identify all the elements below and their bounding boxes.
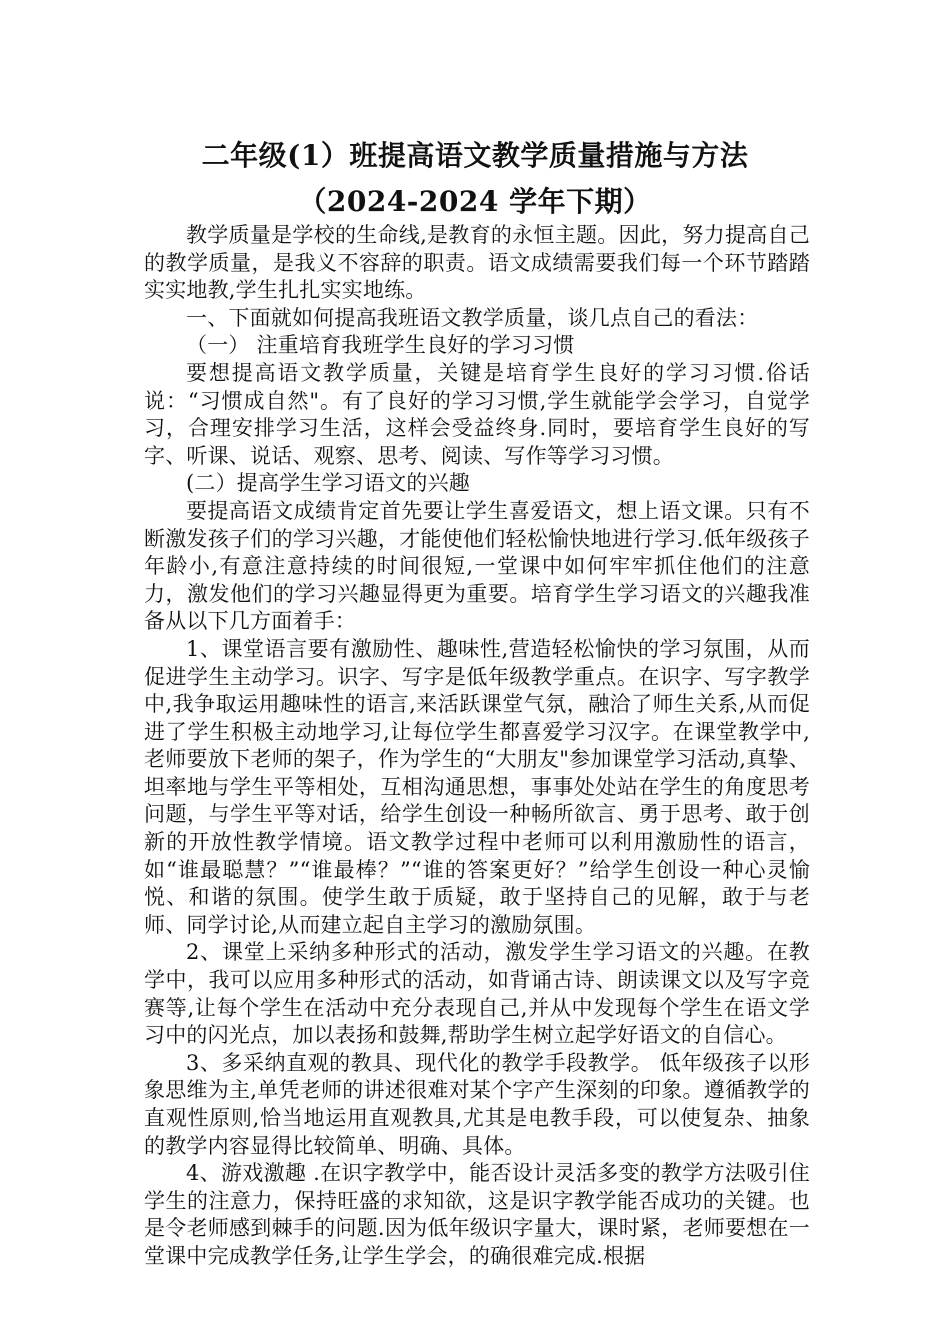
paragraph-intro: 教学质量是学校的生命线,是教育的永恒主题。因此，努力提高自己的教学质量，是我义不容辞的职责。语文成绩需要我们每一个环节踏踏实实地教,学生扎扎实实地练。 [144,223,810,303]
paragraph-interest: 要提高语文成绩肯定首先要让学生喜爱语文，想上语文课。只有不断激发孩子们的学习兴趣，才能使他们轻松愉快地进行学习.低年级孩子年龄小,有意注意持续的时间很短,一堂课中如何牢牢抓住他们的注意力，激发他们的学习兴趣显得更为重要。培育学生学习语文的兴趣我准备从以下几方面着手： [144,498,810,634]
paragraph-item-3: 3、多采纳直观的教具、现代化的教学手段教学。 低年级孩子以形象思维为主,单凭老师的讲述很难对某个字产生深刻的印象。遵循教学的直观性原则,恰当地运用直观教具,尤其是电教手段，可以使复杂、抽象的教学内容显得比较简单、明确、具体。 [144,1050,810,1158]
section-heading-1: 一、下面就如何提高我班语文教学质量，谈几点自己的看法： [186,305,759,330]
subsection-heading-1: （一） 注重培育我班学生良好的学习习惯 [186,333,575,358]
document-title: 二年级(1）班提高语文教学质量措施与方法 [201,139,749,172]
document-subtitle: （2024-2024 学年下期） [298,185,652,218]
paragraph-item-4: 4、游戏激趣 .在识字教学中，能否设计灵活多变的教学方法吸引住学生的注意力，保持旺盛的求知欲，这是识字教学能否成功的关键。也是令老师感到棘手的问题.因为低年级识字量大，课时紧，老师要想在一堂课中完成教学任务,让学生学会，的确很难完成.根据 [144,1161,810,1268]
paragraph-item-2: 2、课堂上采纳多种形式的活动，激发学生学习语文的兴趣。在教学中，我可以应用多种形式的活动，如背诵古诗、朗读课文以及写字竞赛等,让每个学生在活动中充分表现自己,并从中发现每个学生在语文学习中的闪光点，加以表扬和鼓舞,帮助学生树立起学好语文的自信心。 [144,940,810,1048]
document-body [144,222,810,1271]
subsection-heading-2: (二）提高学生学习语文的兴趣 [186,471,470,496]
paragraph-habits: 要想提高语文教学质量，关键是培育学生良好的学习习惯.俗话说：“习惯成自然"。有了良好的学习习惯,学生就能学会学习，自觉学习，合理安排学习生活，这样会受益终身.同时，要培育学生良好的写字、听课、说话、观察、思考、阅读、写作等学习习惯。 [144,360,810,468]
paragraph-item-1: 1、课堂语言要有激励性、趣味性,营造轻松愉快的学习氛围，从而促进学生主动学习。识字、写字是低年级教学重点。在识字、写字教学中,我争取运用趣味性的语言,来活跃课堂气氛，融洽了师生关系,从而促进了学生积极主动地学习,让每位学生都喜爱学习汉字。在课堂教学中,老师要放下老师的架子，作为学生的“大朋友"参加课堂学习活动,真挚、坦率地与学生平等相处，互相沟通思想，事事处处站在学生的角度思考问题，与学生平等对话，给学生创设一种畅所欲言、勇于思考、敢于创新的开放性教学情境。语文教学过程中老师可以利用激励性的语言，如“谁最聪慧？”“谁最棒？”“谁的答案更好？”给学生创设一种心灵愉悦、和谐的氛围。使学生敢于质疑，敢于坚持自己的见解，敢于与老师、同学讨论,从而建立起自主学习的激励氛围。 [144,636,810,937]
